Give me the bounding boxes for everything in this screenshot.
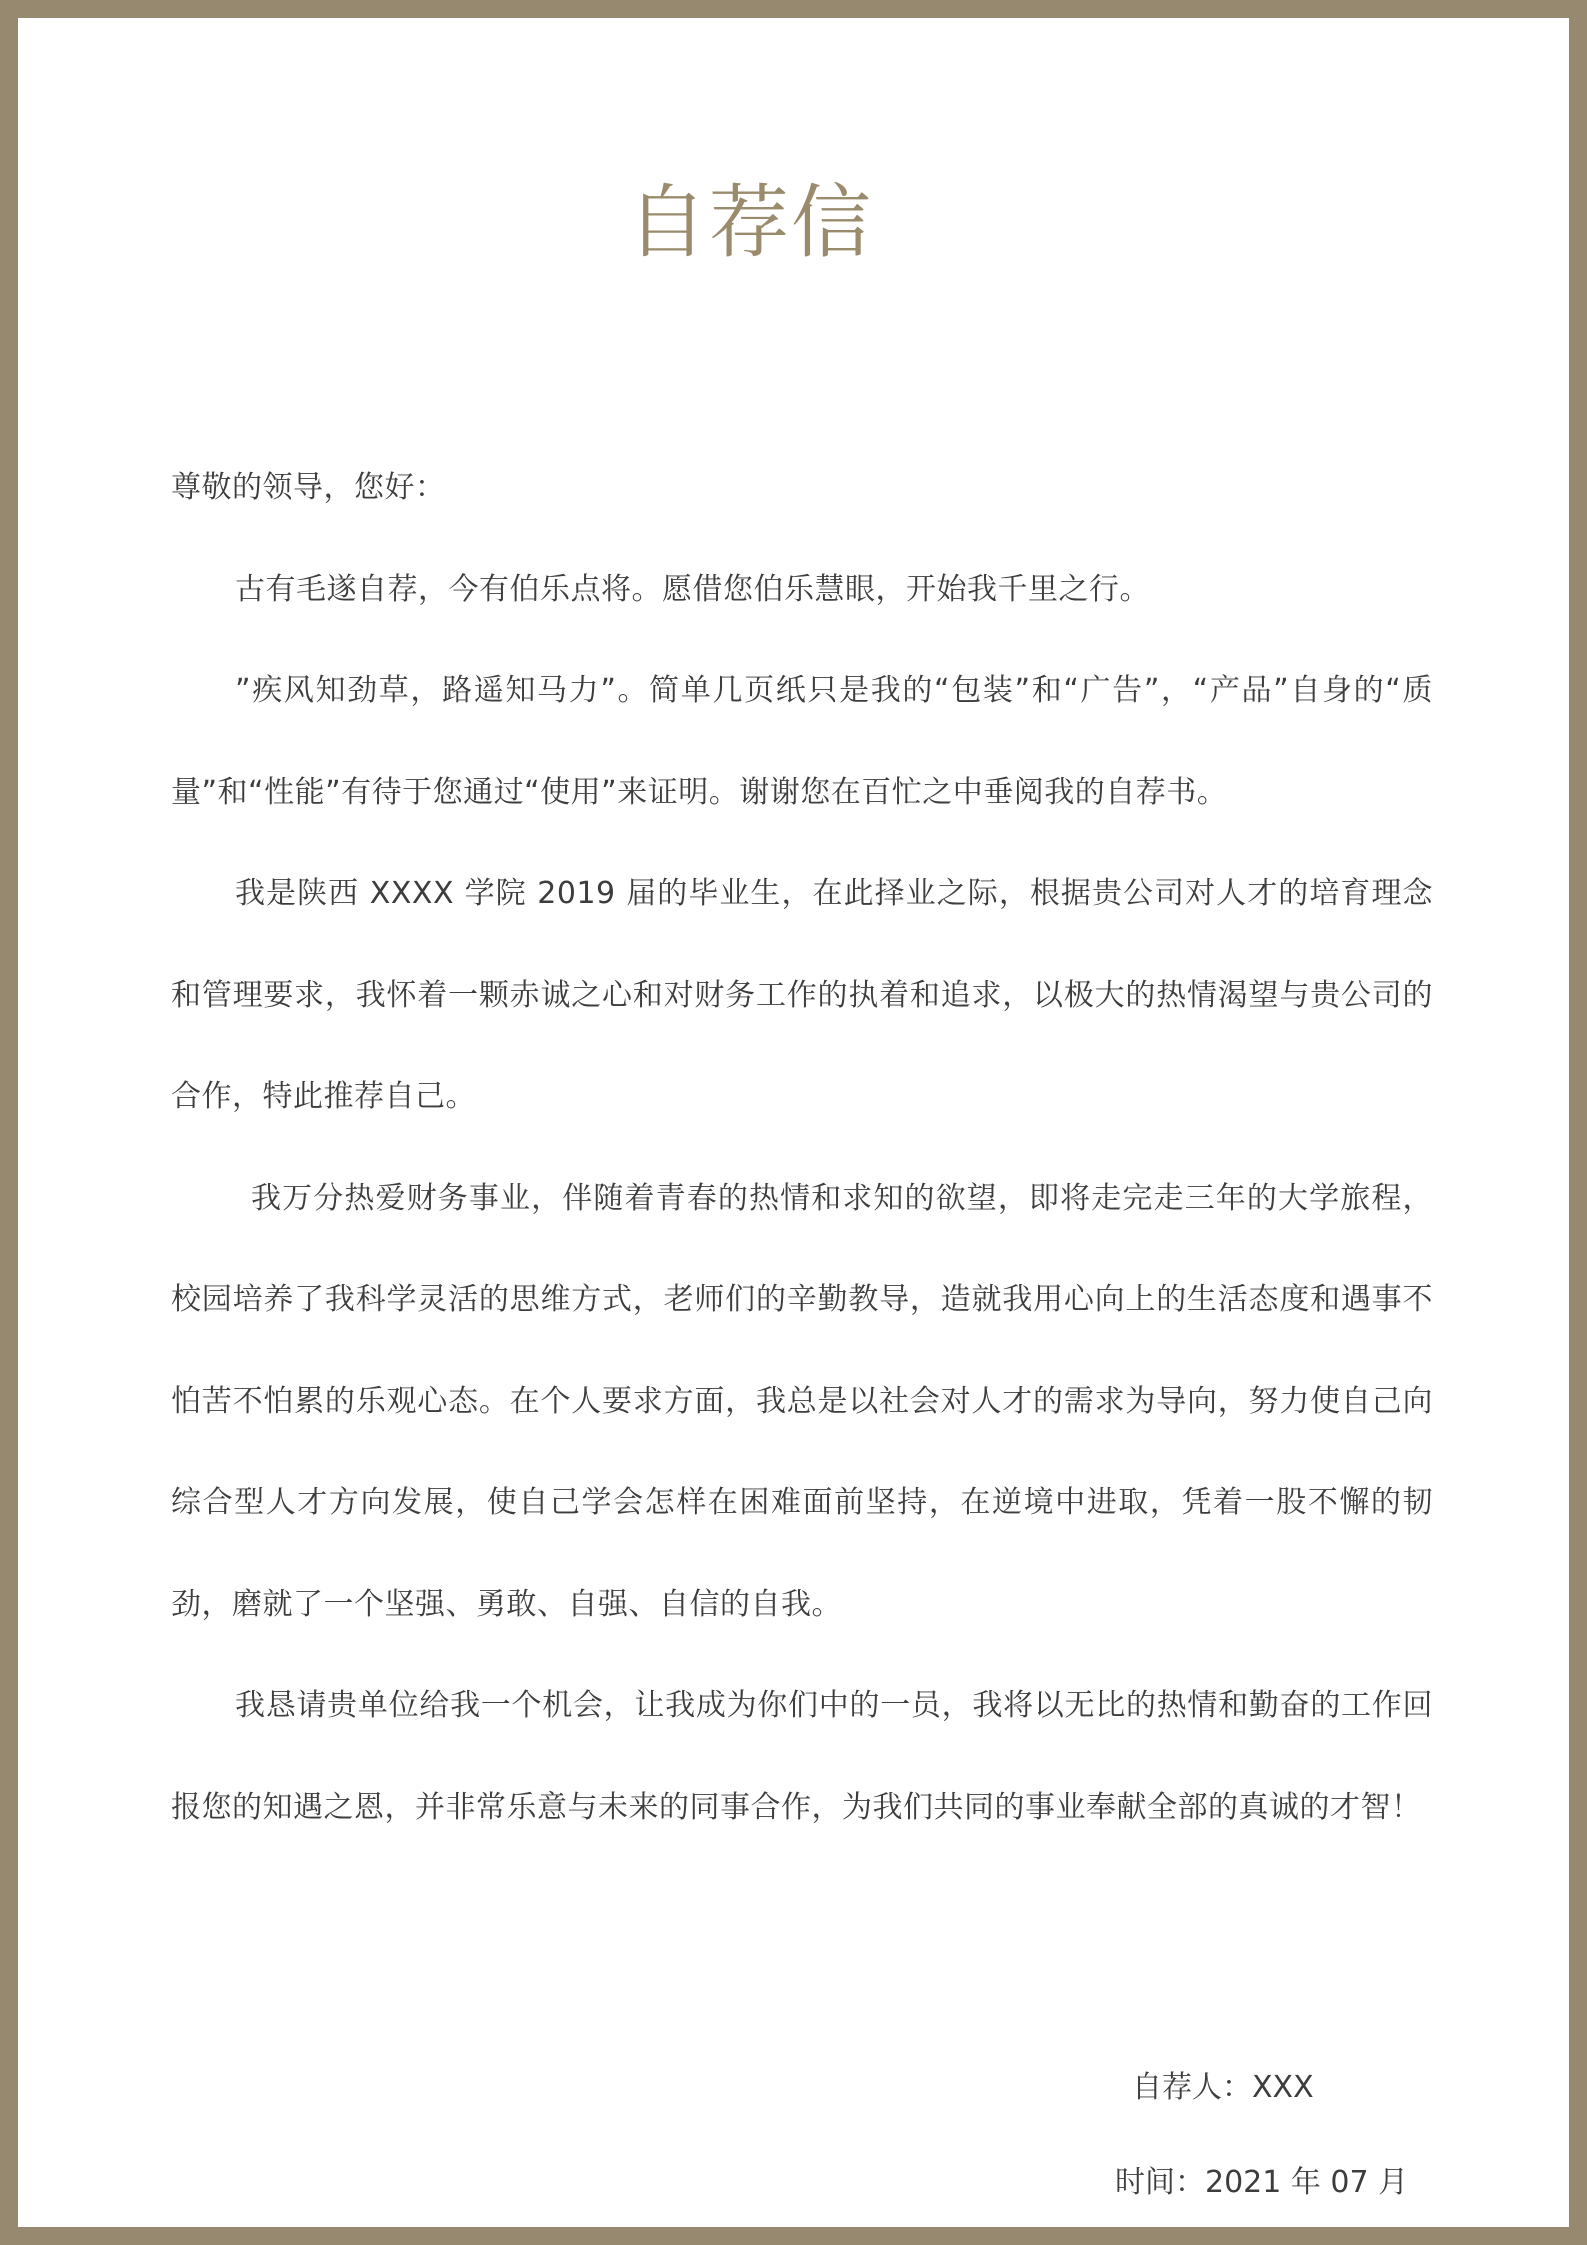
paragraph-self-description: 我万分热爱财务事业，伴随着青春的热情和求知的欲望，即将走完走三年的大学旅程，校园培养了我科学灵活的思维方式，老师们的辛勤教导，造就我用心向上的生活态度和遇事不怕苦不怕累的乐观心态。在个人要求方面，我总是以社会对人才的需求为导向，努力使自己向综合型人才方向发展，使自己学会怎样在困难面前坚持，在逆境中进取，凭着一股不懈的韧劲，磨就了一个坚强、勇敢、自强、自信的自我。 [171, 1180, 1433, 1622]
letter-body [171, 437, 1433, 1858]
signer-line: 自荐人：XXX [1132, 2070, 1314, 2105]
paragraph-closing: 我恳请贵单位给我一个机会，让我成为你们中的一员，我将以无比的热情和勤奋的工作回报您的知遇之恩，并非常乐意与未来的同事合作，为我们共同的事业奉献全部的真诚的才智！ [171, 1688, 1433, 1825]
paragraph-introduction: 我是陕西 XXXX 学院 2019 届的毕业生，在此择业之际，根据贵公司对人才的培育理念和管理要求，我怀着一颗赤诚之心和对财务工作的执着和追求，以极大的热情渴望与贵公司的合作，特此推荐自己。 [171, 876, 1433, 1114]
date-line: 时间：2021 年 07 月 [1115, 2165, 1409, 2200]
letter-title: 自荐信 [627, 176, 873, 269]
paragraph-proverb: ”疾风知劲草，路遥知马力”。简单几页纸只是我的“包装”和“广告”，“产品”自身的“质量”和“性能”有待于您通过“使用”来证明。谢谢您在百忙之中垂阅我的自荐书。 [171, 673, 1433, 810]
greeting: 尊敬的领导，您好： [171, 470, 446, 505]
paragraph-opening: 古有毛遂自荐，今有伯乐点将。愿借您伯乐慧眼，开始我千里之行。 [235, 571, 1150, 607]
